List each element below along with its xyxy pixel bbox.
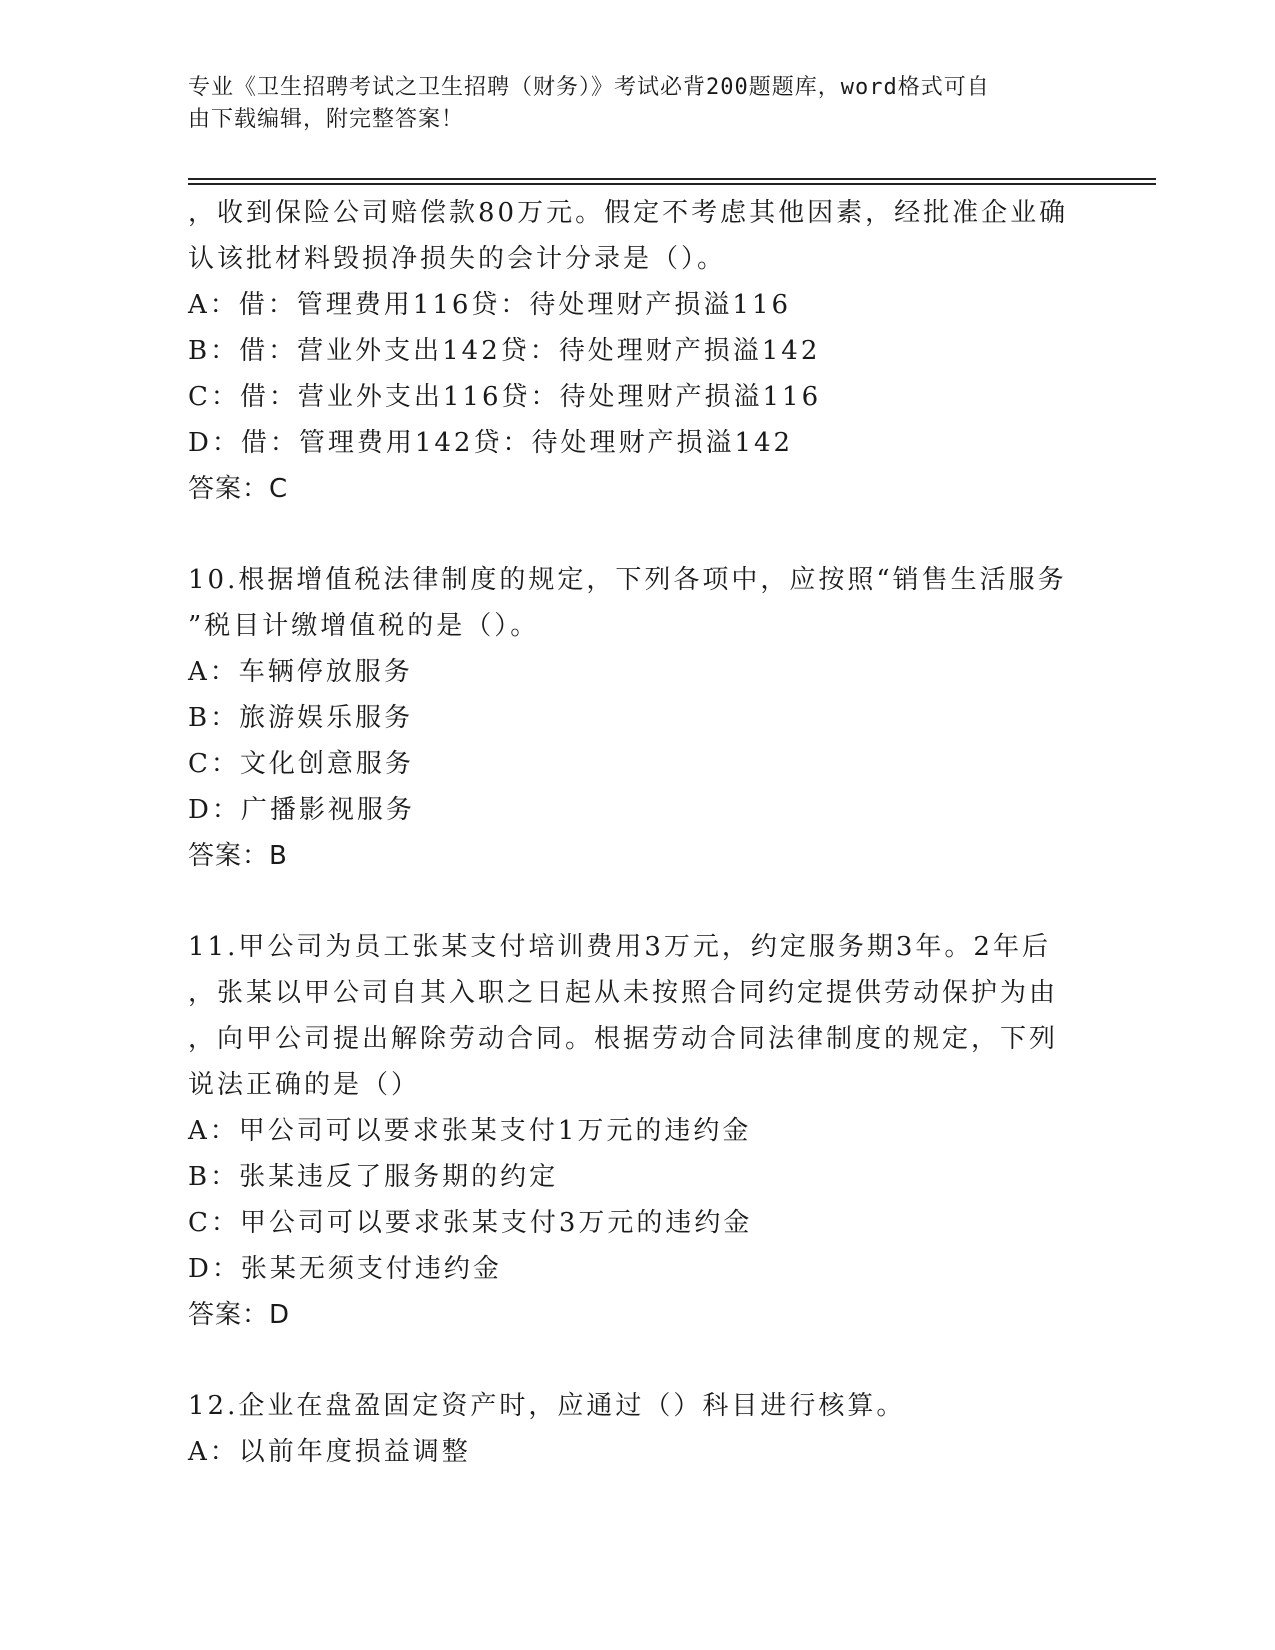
spacer — [188, 879, 1088, 924]
header-line-2: 由下载编辑，附完整答案！ — [188, 107, 465, 132]
question-stem-line: 10.根据增值税法律制度的规定，下列各项中，应按照“销售生活服务 — [188, 565, 1067, 595]
question-12 — [188, 1383, 1088, 1475]
option-b: B：旅游娱乐服务 — [188, 703, 414, 733]
header-line-1: 专业《卫生招聘考试之卫生招聘（财务）》考试必背200题题库，word格式可自 — [188, 75, 990, 100]
spacer — [188, 512, 1088, 557]
question-stem-line: 11.甲公司为员工张某支付培训费用3万元，约定服务期3年。2年后 — [188, 932, 1051, 962]
spacer — [188, 1338, 1088, 1383]
answer: 答案：D — [188, 1300, 291, 1330]
option-d: D：广播影视服务 — [188, 795, 415, 825]
document-header — [188, 72, 1068, 136]
header-rule-bottom — [188, 183, 1156, 185]
answer: 答案：C — [188, 474, 289, 504]
question-11 — [188, 924, 1088, 1338]
option-c: C：甲公司可以要求张某支付3万元的违约金 — [188, 1208, 753, 1238]
option-b: B：借：营业外支出142贷：待处理财产损溢142 — [188, 336, 821, 366]
option-d: D：借：管理费用142贷：待处理财产损溢142 — [188, 428, 794, 458]
question-stem-line: ，向甲公司提出解除劳动合同。根据劳动合同法律制度的规定，下列 — [188, 1024, 1059, 1054]
option-a: A：以前年度损益调整 — [188, 1437, 471, 1467]
question-stem-line: 认该批材料毁损净损失的会计分录是（）。 — [188, 244, 727, 274]
question-stem-line: 12.企业在盘盈固定资产时，应通过（）科目进行核算。 — [188, 1391, 906, 1421]
question-list — [188, 190, 1088, 1475]
question-stem-line: ，张某以甲公司自其入职之日起从未按照合同约定提供劳动保护为由 — [188, 978, 1059, 1008]
answer: 答案：B — [188, 841, 288, 871]
option-a: A：借：管理费用116贷：待处理财产损溢116 — [188, 290, 792, 320]
question-stem-line: ，收到保险公司赔偿款80万元。假定不考虑其他因素，经批准企业确 — [188, 198, 1069, 228]
option-c: C：借：营业外支出116贷：待处理财产损溢116 — [188, 382, 822, 412]
option-a: A：甲公司可以要求张某支付1万元的违约金 — [188, 1116, 752, 1146]
question-9 — [188, 190, 1088, 512]
question-10 — [188, 557, 1088, 879]
header-rule-top — [188, 178, 1156, 180]
option-d: D：张某无须支付违约金 — [188, 1254, 502, 1284]
option-c: C：文化创意服务 — [188, 749, 414, 779]
option-a: A：车辆停放服务 — [188, 657, 413, 687]
question-stem-line: ”税目计缴增值税的是（）。 — [188, 611, 540, 641]
option-b: B：张某违反了服务期的约定 — [188, 1162, 559, 1192]
question-stem-line: 说法正确的是（） — [188, 1070, 421, 1100]
